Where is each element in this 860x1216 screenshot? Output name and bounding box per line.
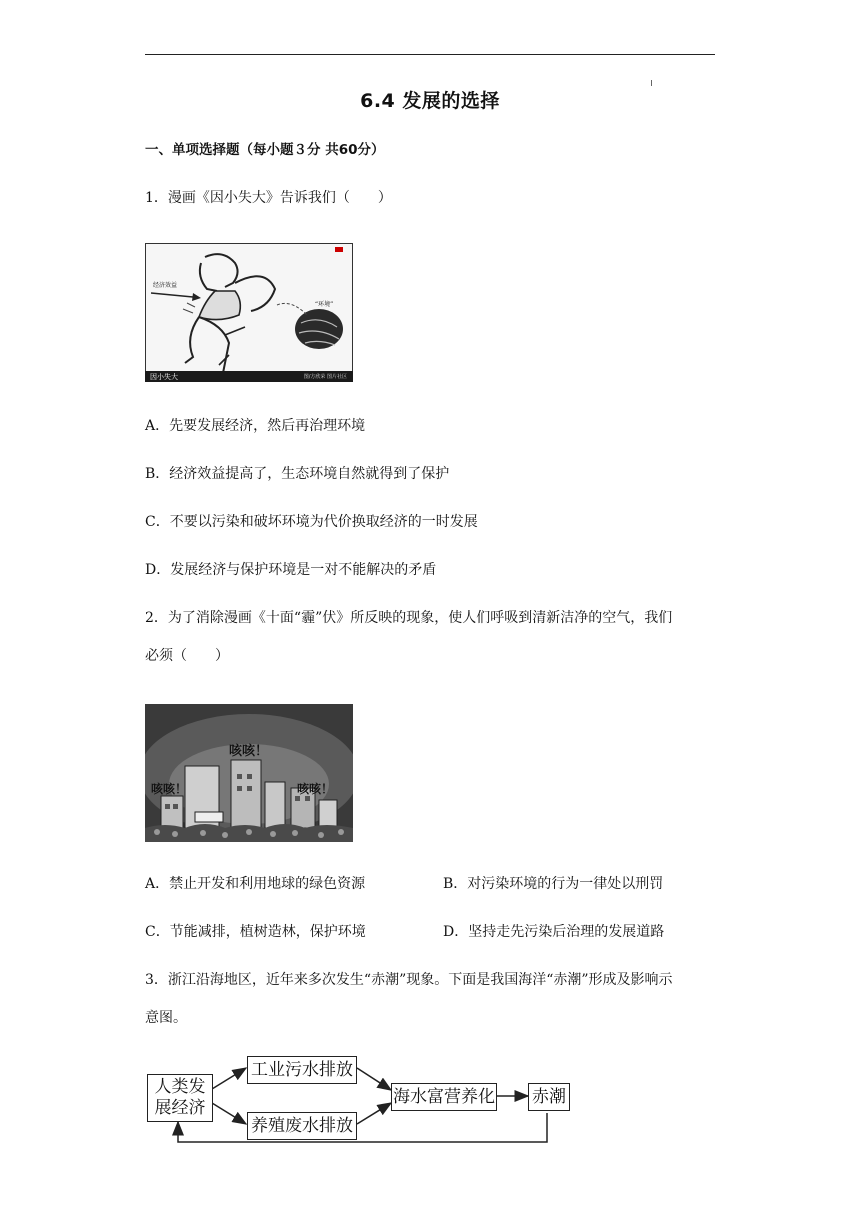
question-2-option-a[interactable]: A．禁止开发和利用地球的绿色资源 xyxy=(145,876,366,892)
question-1-option-b[interactable]: B．经济效益提高了，生态环境自然就得到了保护 xyxy=(145,466,450,482)
question-2-option-c[interactable]: C．节能减排，植树造林，保护环境 xyxy=(145,924,366,940)
section-heading: 一、单项选择题（每小题３分 共60分） xyxy=(145,142,385,158)
question-1-option-c[interactable]: C．不要以污染和破坏环境为代价换取经济的一时发展 xyxy=(145,514,478,530)
question-3-stem-line-2: 意图。 xyxy=(145,1010,187,1026)
header-rule xyxy=(145,54,715,55)
question-2-stem-line-2: 必须（ ） xyxy=(145,648,229,664)
question-2-option-d[interactable]: D．坚持走先污染后治理的发展道路 xyxy=(443,924,665,940)
page-title: 6.4 发展的选择 xyxy=(360,90,500,112)
question-1-option-d[interactable]: D．发展经济与保护环境是一对不能解决的矛盾 xyxy=(145,562,437,578)
flow-node-industrial-wastewater: 工业污水排放 xyxy=(247,1056,357,1084)
cartoon-credit: 图/方欣荣 图片社区 xyxy=(303,374,347,380)
cartoon-label-environment: “环境” xyxy=(315,301,334,308)
question-3-stem-line-1: 3．浙江沿海地区，近年来多次发生“赤潮”现象。下面是我国海洋“赤潮”形成及影响示 xyxy=(145,972,673,988)
cartoon-caption: 因小失大 xyxy=(150,373,178,381)
flow-node-human-economy-label: 人类发 展经济 xyxy=(154,1077,206,1118)
flow-node-human-economy xyxy=(147,1074,213,1122)
question-2-stem-line-1: 2．为了消除漫画《十面“霾”伏》所反映的现象，使人们呼吸到清新洁净的空气，我们 xyxy=(145,610,673,626)
question-1-stem: 1．漫画《因小失大》告诉我们（ ） xyxy=(145,190,392,206)
cough-text-right: 咳咳！ xyxy=(297,782,334,796)
cough-text-center: 咳咳！ xyxy=(229,744,269,759)
flow-node-red-tide: 赤潮 xyxy=(528,1083,570,1111)
cartoon-label-economy: 经济效益 xyxy=(153,282,178,289)
question-2-option-b[interactable]: B．对污染环境的行为一律处以刑罚 xyxy=(443,876,664,892)
cartoon-shi-mian-mai-fu xyxy=(145,704,353,842)
flow-node-eutrophication: 海水富营养化 xyxy=(391,1083,497,1111)
cough-text-left: 咳咳！ xyxy=(151,782,188,796)
question-1-option-a[interactable]: A．先要发展经济，然后再治理环境 xyxy=(145,418,366,434)
cartoon-yin-xiao-shi-da xyxy=(145,243,353,382)
flow-node-farming-wastewater: 养殖废水排放 xyxy=(247,1112,357,1140)
